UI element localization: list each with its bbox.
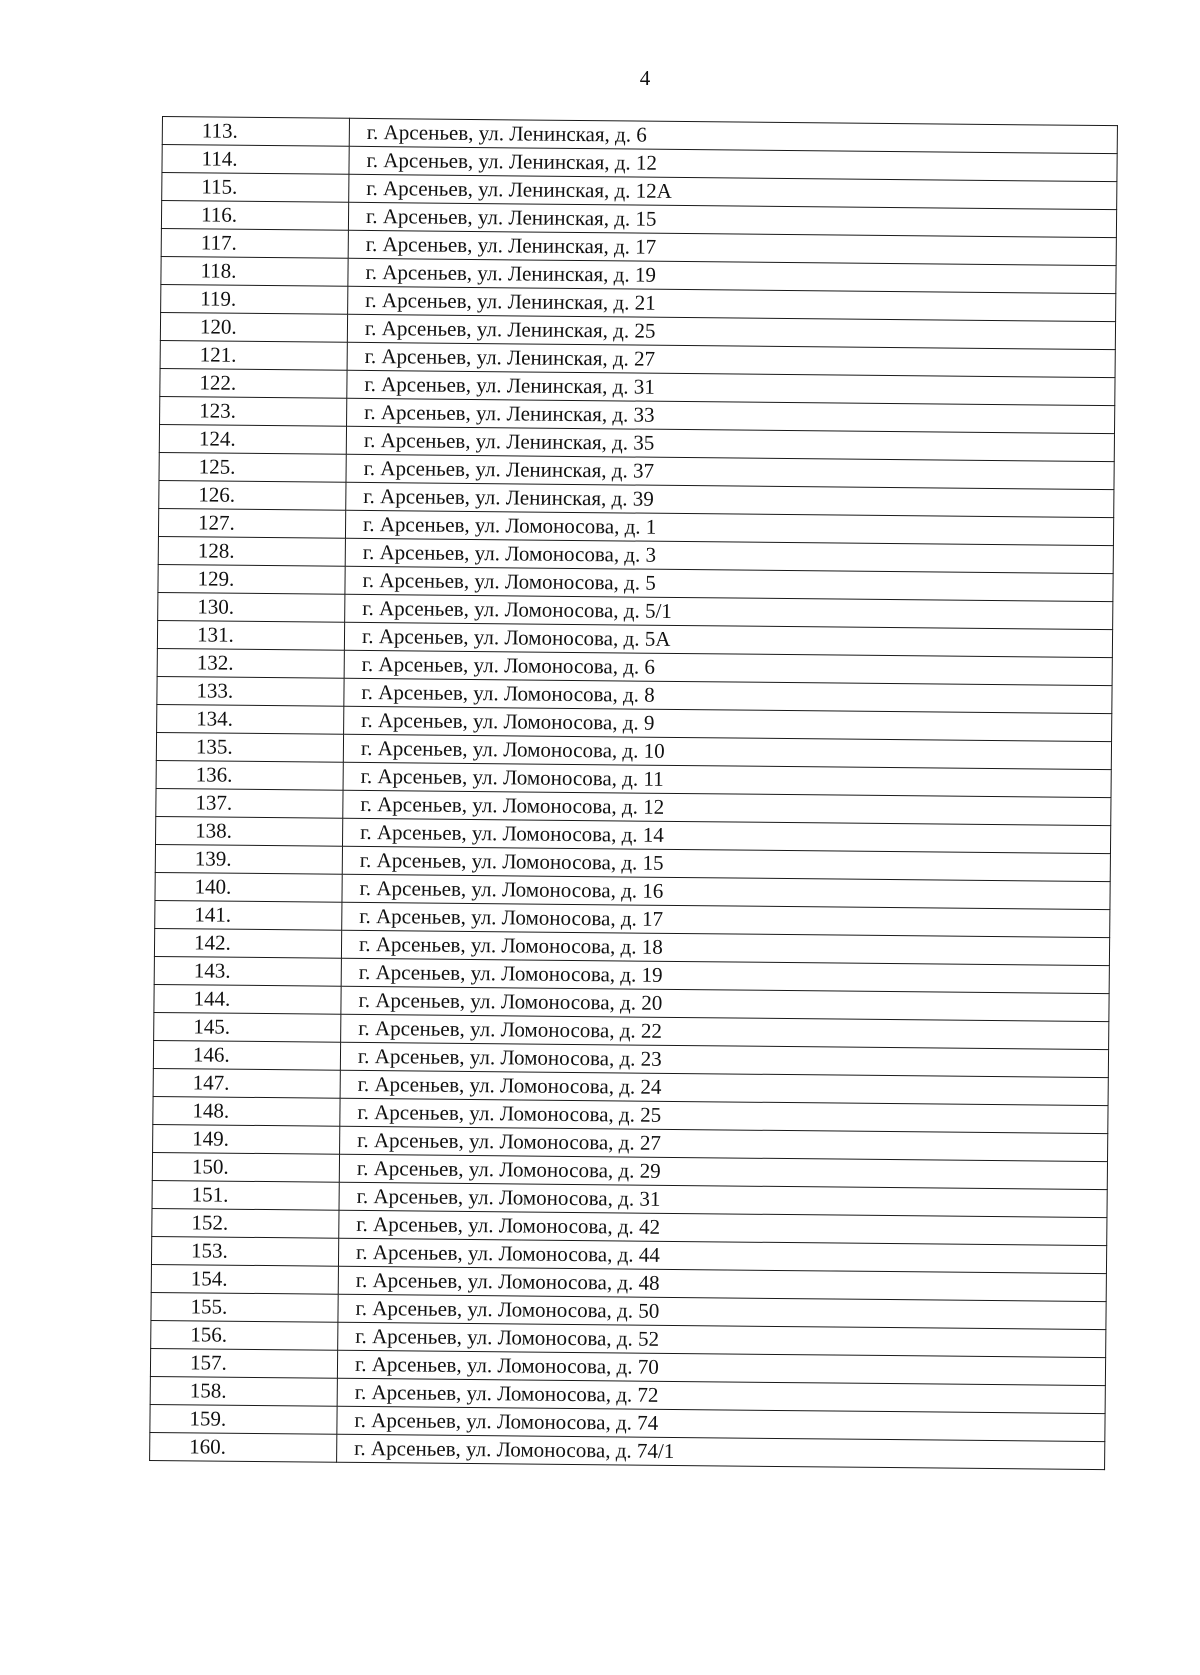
address-cell: г. Арсеньев, ул. Ломоносова, д. 10 <box>343 734 1111 769</box>
row-number-cell: 144. <box>154 984 341 1014</box>
row-number-cell: 136. <box>156 760 343 790</box>
address-cell: г. Арсеньев, ул. Ленинская, д. 21 <box>348 286 1116 321</box>
address-cell: г. Арсеньев, ул. Ломоносова, д. 1 <box>345 510 1113 545</box>
row-number-cell: 130. <box>158 592 345 622</box>
address-cell: г. Арсеньев, ул. Ломоносова, д. 16 <box>342 874 1110 909</box>
address-cell: г. Арсеньев, ул. Ломоносова, д. 6 <box>344 650 1112 685</box>
row-number-cell: 120. <box>160 312 347 342</box>
address-cell: г. Арсеньев, ул. Ленинская, д. 19 <box>348 258 1116 293</box>
address-cell: г. Арсеньев, ул. Ломоносова, д. 29 <box>339 1154 1107 1189</box>
row-number-cell: 140. <box>155 872 342 902</box>
row-number-cell: 155. <box>151 1292 338 1322</box>
row-number-cell: 143. <box>154 956 341 986</box>
row-number-cell: 121. <box>160 340 347 370</box>
row-number-cell: 128. <box>158 536 345 566</box>
address-cell: г. Арсеньев, ул. Ломоносова, д. 72 <box>337 1378 1105 1413</box>
row-number-cell: 126. <box>159 480 346 510</box>
address-cell: г. Арсеньев, ул. Ломоносова, д. 11 <box>343 762 1111 797</box>
row-number-cell: 156. <box>151 1320 338 1350</box>
row-number-cell: 118. <box>161 256 348 286</box>
row-number-cell: 150. <box>152 1152 339 1182</box>
row-number-cell: 157. <box>150 1348 337 1378</box>
row-number-cell: 129. <box>158 564 345 594</box>
row-number-cell: 139. <box>155 844 342 874</box>
address-cell: г. Арсеньев, ул. Ломоносова, д. 12 <box>343 790 1111 825</box>
row-number-cell: 158. <box>150 1376 337 1406</box>
address-cell: г. Арсеньев, ул. Ленинская, д. 17 <box>348 230 1116 265</box>
address-cell: г. Арсеньев, ул. Ломоносова, д. 74/1 <box>337 1434 1105 1469</box>
address-cell: г. Арсеньев, ул. Ломоносова, д. 18 <box>341 930 1109 965</box>
address-cell: г. Арсеньев, ул. Ломоносова, д. 44 <box>338 1238 1106 1273</box>
address-cell: г. Арсеньев, ул. Ломоносова, д. 42 <box>339 1210 1107 1245</box>
address-cell: г. Арсеньев, ул. Ленинская, д. 12А <box>349 174 1117 209</box>
address-cell: г. Арсеньев, ул. Ломоносова, д. 52 <box>338 1322 1106 1357</box>
address-cell: г. Арсеньев, ул. Ломоносова, д. 17 <box>342 902 1110 937</box>
row-number-cell: 135. <box>156 732 343 762</box>
address-cell: г. Арсеньев, ул. Ломоносова, д. 3 <box>345 538 1113 573</box>
row-number-cell: 131. <box>157 620 344 650</box>
address-cell: г. Арсеньев, ул. Ломоносова, д. 15 <box>342 846 1110 881</box>
address-cell: г. Арсеньев, ул. Ленинская, д. 6 <box>349 118 1117 153</box>
row-number-cell: 152. <box>152 1208 339 1238</box>
row-number-cell: 117. <box>161 228 348 258</box>
address-cell: г. Арсеньев, ул. Ломоносова, д. 8 <box>344 678 1112 713</box>
row-number-cell: 132. <box>157 648 344 678</box>
row-number-cell: 122. <box>160 368 347 398</box>
row-number-cell: 148. <box>153 1096 340 1126</box>
address-cell: г. Арсеньев, ул. Ломоносова, д. 14 <box>342 818 1110 853</box>
address-cell: г. Арсеньев, ул. Ломоносова, д. 9 <box>344 706 1112 741</box>
row-number-cell: 119. <box>161 284 348 314</box>
row-number-cell: 138. <box>156 816 343 846</box>
address-cell: г. Арсеньев, ул. Ломоносова, д. 25 <box>340 1098 1108 1133</box>
row-number-cell: 141. <box>155 900 342 930</box>
address-cell: г. Арсеньев, ул. Ломоносова, д. 27 <box>340 1126 1108 1161</box>
row-number-cell: 146. <box>153 1040 340 1070</box>
address-cell: г. Арсеньев, ул. Ломоносова, д. 23 <box>340 1042 1108 1077</box>
row-number-cell: 160. <box>150 1432 337 1462</box>
row-number-cell: 147. <box>153 1068 340 1098</box>
address-cell: г. Арсеньев, ул. Ломоносова, д. 50 <box>338 1294 1106 1329</box>
row-number-cell: 154. <box>151 1264 338 1294</box>
row-number-cell: 113. <box>162 117 349 147</box>
row-number-cell: 114. <box>162 145 349 175</box>
address-cell: г. Арсеньев, ул. Ленинская, д. 12 <box>349 146 1117 181</box>
address-cell: г. Арсеньев, ул. Ломоносова, д. 70 <box>337 1350 1105 1385</box>
row-number-cell: 153. <box>151 1236 338 1266</box>
address-table <box>149 116 1118 1470</box>
page-number: 4 <box>639 66 651 90</box>
address-cell: г. Арсеньев, ул. Ломоносова, д. 24 <box>340 1070 1108 1105</box>
address-cell: г. Арсеньев, ул. Ленинская, д. 33 <box>347 398 1115 433</box>
address-cell: г. Арсеньев, ул. Ломоносова, д. 48 <box>338 1266 1106 1301</box>
address-cell: г. Арсеньев, ул. Ломоносова, д. 5/1 <box>345 594 1113 629</box>
address-cell: г. Арсеньев, ул. Ленинская, д. 39 <box>346 482 1114 517</box>
address-cell: г. Арсеньев, ул. Ломоносова, д. 5 <box>345 566 1113 601</box>
row-number-cell: 115. <box>162 173 349 203</box>
address-cell: г. Арсеньев, ул. Ленинская, д. 25 <box>347 314 1115 349</box>
row-number-cell: 127. <box>158 508 345 538</box>
address-cell: г. Арсеньев, ул. Ленинская, д. 35 <box>346 426 1114 461</box>
row-number-cell: 133. <box>157 676 344 706</box>
address-cell: г. Арсеньев, ул. Ломоносова, д. 22 <box>341 1014 1109 1049</box>
address-cell: г. Арсеньев, ул. Ленинская, д. 27 <box>347 342 1115 377</box>
row-number-cell: 116. <box>161 201 348 231</box>
address-table-wrapper <box>149 116 1117 1470</box>
row-number-cell: 137. <box>156 788 343 818</box>
row-number-cell: 145. <box>154 1012 341 1042</box>
row-number-cell: 134. <box>157 704 344 734</box>
address-cell: г. Арсеньев, ул. Ленинская, д. 37 <box>346 454 1114 489</box>
address-cell: г. Арсеньев, ул. Ломоносова, д. 19 <box>341 958 1109 993</box>
address-table-body <box>150 117 1118 1470</box>
row-number-cell: 151. <box>152 1180 339 1210</box>
row-number-cell: 124. <box>159 424 346 454</box>
address-cell: г. Арсеньев, ул. Ломоносова, д. 20 <box>341 986 1109 1021</box>
address-cell: г. Арсеньев, ул. Ленинская, д. 31 <box>347 370 1115 405</box>
row-number-cell: 142. <box>154 928 341 958</box>
address-cell: г. Арсеньев, ул. Ломоносова, д. 5А <box>344 622 1112 657</box>
address-cell: г. Арсеньев, ул. Ленинская, д. 15 <box>348 202 1116 237</box>
address-cell: г. Арсеньев, ул. Ломоносова, д. 74 <box>337 1406 1105 1441</box>
row-number-cell: 123. <box>160 396 347 426</box>
row-number-cell: 149. <box>153 1124 340 1154</box>
row-number-cell: 125. <box>159 452 346 482</box>
row-number-cell: 159. <box>150 1404 337 1434</box>
address-cell: г. Арсеньев, ул. Ломоносова, д. 31 <box>339 1182 1107 1217</box>
